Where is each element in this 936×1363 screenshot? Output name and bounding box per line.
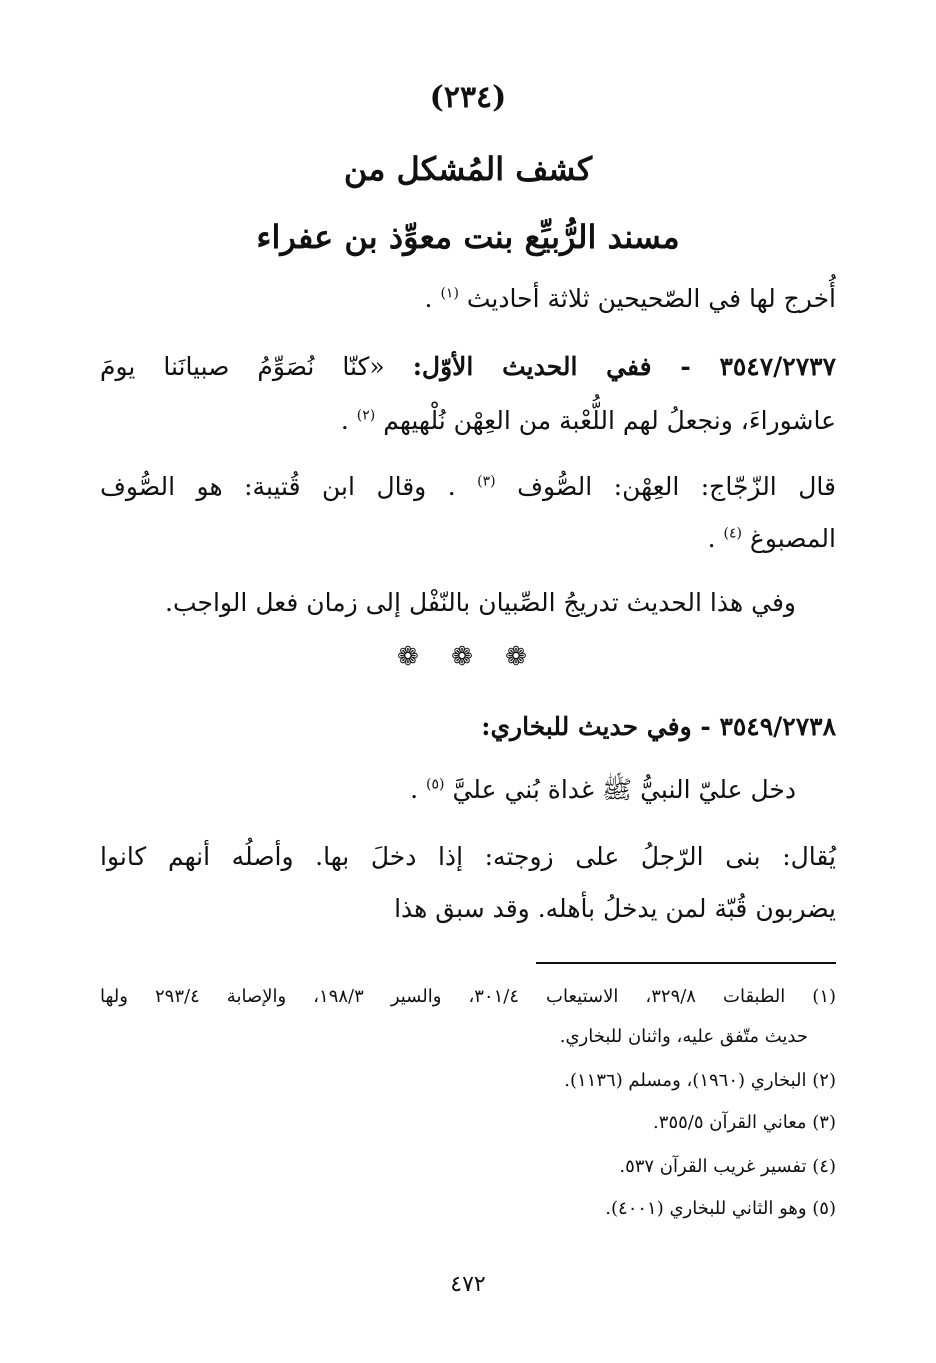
comment-qutaiba: . وقال ابن قُتيبة: هو الصُّوف (100, 472, 456, 501)
footnote-5: (٥) وهو الثاني للبخاري (٤٠٠١). (605, 1198, 836, 1219)
intro-end: . (424, 284, 433, 313)
intro-text: أُخرج لها في الصّحيحين ثلاثة أحاديث (466, 284, 836, 313)
hadith1-comment-line1 (100, 472, 836, 501)
footnote-2: (٢) البخاري (١٩٦٠)، ومسلم (١١٣٦). (564, 1070, 836, 1091)
footnote-3: (٣) معاني القرآن ٣٥٥/٥. (653, 1112, 836, 1133)
footnote-ref-2: (٢) (356, 407, 376, 424)
hadith2-text-main: دخل عليّ النبيُّ ﷺ غداة بُني عليَّ (452, 775, 796, 804)
footnote-ref-5: (٥) (426, 776, 445, 793)
hadith2-comment-line2: يضربون قُبّة لمن يدخلُ بأهله. وقد سبق هذا (394, 894, 836, 923)
hadith1-text-end: عاشوراءَ، ونجعلُ لهم اللُّعْبة من العِهْن نُلْهيهم (383, 406, 836, 435)
footnote-separator (536, 962, 836, 964)
hadith1-text-start: «كنّا نُصَوِّمُ صبيانَنا يومَ (100, 352, 385, 381)
hadith2-heading: ٣٥٤٩/٢٧٣٨ - وفي حديث للبخاري: (481, 712, 836, 741)
hadith1-comment-line2 (708, 524, 836, 553)
comment-line2-end: . (707, 524, 716, 553)
hadith1-line2 (341, 406, 836, 435)
hadith1-conclusion: وفي هذا الحديث تدريجُ الصِّبيان بالنّفْل إلى زمان فعل الواجب. (165, 588, 796, 617)
chapter-title: كشف المُشكل من (343, 150, 593, 188)
hadith1-line1 (100, 352, 836, 381)
footnote-4: (٤) تفسير غريب القرآن ٥٣٧. (619, 1156, 836, 1177)
footnote-1-line1: (١) الطبقات ٣٢٩/٨، الاستيعاب ٣٠١/٤، والسير ١٩٨/٣، والإصابة ٢٩٣/٤ ولها (100, 986, 837, 1007)
footnote-ref-3: (٣) (477, 473, 496, 490)
section-number: (٢٣٤) (429, 80, 507, 115)
hadith2-text (410, 774, 796, 811)
section-divider-stars: ❁ ❁ ❁ (397, 642, 539, 672)
footnote-ref-4: (٤) (723, 525, 742, 542)
hadith1-heading: ٣٥٤٧/٢٧٣٧ - ففي الحديث الأوّل: (412, 352, 836, 381)
chapter-subtitle: مسند الرُّبيِّع بنت معوِّذ بن عفراء (256, 218, 680, 256)
hadith2-comment-line1: يُقال: بنى الرّجلُ على زوجته: إذا دخلَ بها. وأصلُه أنهم كانوا (100, 842, 836, 871)
hadith2-text-end: . (410, 775, 419, 804)
intro-line (425, 284, 836, 313)
comment-zajjaj: قال الزّجّاج: العِهْن: الصُّوف (517, 472, 836, 501)
footnote-1-line2: حديث متّفق عليه، واثنان للبخاري. (559, 1026, 808, 1047)
page-number: ٤٧٢ (450, 1272, 486, 1297)
footnote-ref-1: (١) (440, 285, 459, 302)
comment-dyed: المصبوغ (749, 524, 836, 553)
hadith1-line2-end: . (340, 406, 349, 435)
